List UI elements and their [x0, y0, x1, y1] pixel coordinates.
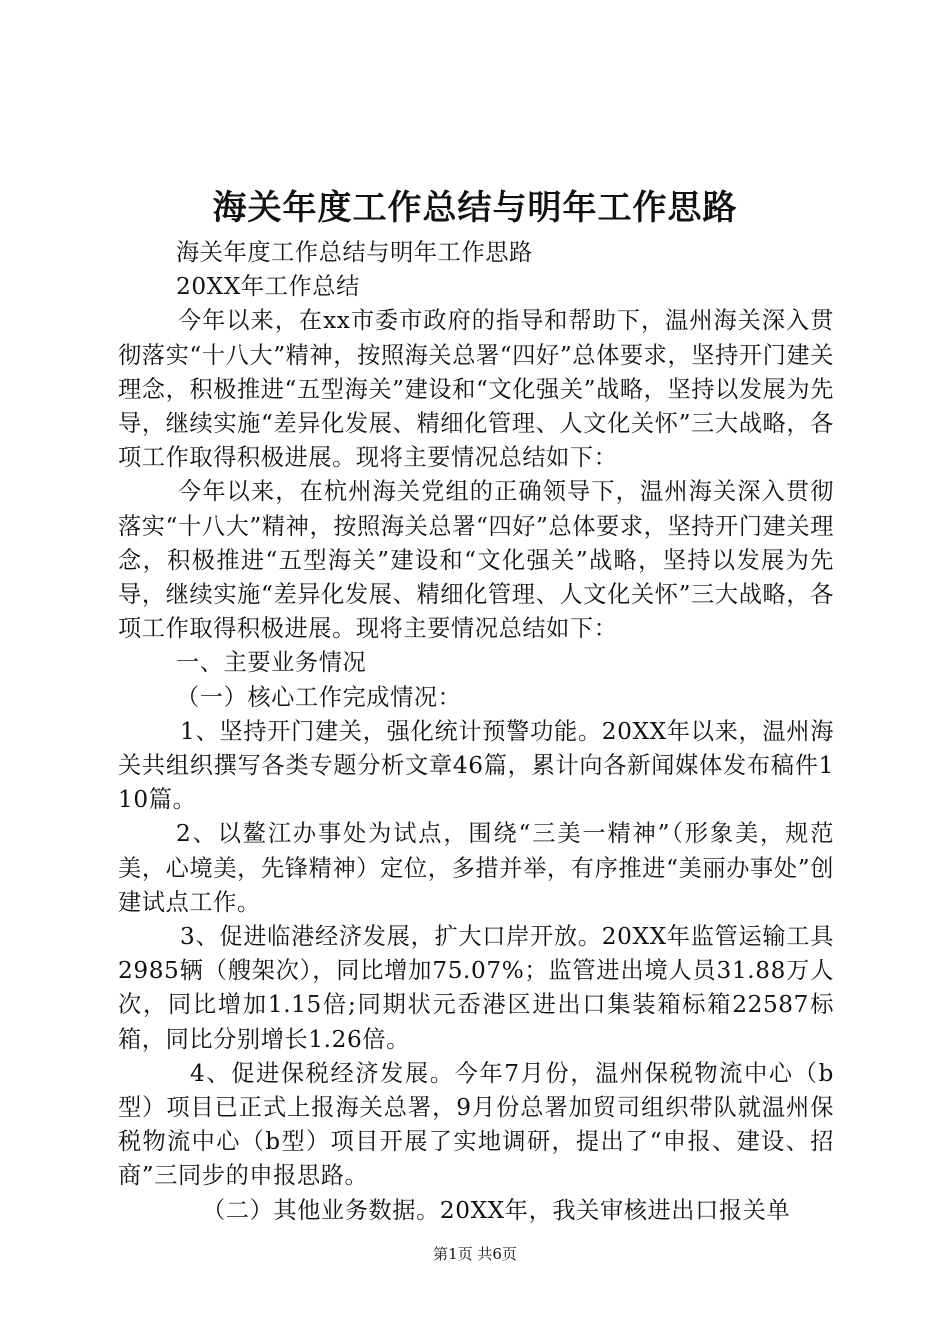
subsection-heading: （一）核心工作完成情况： — [176, 683, 462, 711]
section-heading: 20XX年工作总结 — [176, 273, 360, 301]
body-paragraph: （二）其他业务数据。20XX年，我关审核进出口报关单 — [202, 1196, 791, 1224]
list-item: 1、坚持开门建关，强化统计预警功能。20XX年以来，温州海关共组织撰写各类专题分析文章46篇，累计向各新闻媒体发布稿件110篇。 — [118, 717, 834, 814]
list-item: 2、以鳌江办事处为试点，围绕“三美一精神”（形象美，规范美，心境美，先锋精神）定位，多措并举，有序推进“美丽办事处”创建试点工作。 — [118, 820, 834, 916]
section-heading: 一、主要业务情况 — [176, 649, 367, 677]
document-body — [118, 236, 834, 1228]
subtitle-paragraph: 海关年度工作总结与明年工作思路 — [176, 239, 533, 266]
list-item: 4、促进保税经济发展。今年7月份，温州保税物流中心（b型）项目已正式上报海关总署，9月份总署加贸司组织带队就温州保税物流中心（b型）项目开展了实地调研，提出了“申报、建设、招商”三同步的申报思路。 — [118, 1059, 834, 1190]
list-item: 3、促进临港经济发展，扩大口岸开放。20XX年监管运输工具2985辆（艘架次），同比增加75.07%；监管进出境人员31.88万人次，同比增加1.15倍;同期状元岙港区进出口集装箱标箱22587标箱，同比分别增长1.26倍。 — [118, 923, 834, 1053]
page-footer: 第1页 共6页 — [433, 1245, 517, 1263]
body-paragraph: 今年以来，在xx市委市政府的指导和帮助下，温州海关深入贯彻落实“十八大”精神，按照海关总署“四好”总体要求，坚持开门建关理念，积极推进“五型海关”建设和“文化强关”战略，坚持以发展为先导，继续实施“差异化发展、精细化管理、人文化关怀”三大战略，各项工作取得积极进展。现将主要情况总结如下： — [118, 307, 834, 472]
body-paragraph: 今年以来，在杭州海关党组的正确领导下，温州海关深入贯彻落实“十八大”精神，按照海关总署“四好”总体要求，坚持开门建关理念，积极推进“五型海关”建设和“文化强关”战略，坚持以发展为先导，继续实施“差异化发展、精细化管理、人文化关怀”三大战略，各项工作取得积极进展。现将主要情况总结如下： — [118, 478, 834, 643]
document-title: 海关年度工作总结与明年工作思路 — [212, 188, 738, 228]
